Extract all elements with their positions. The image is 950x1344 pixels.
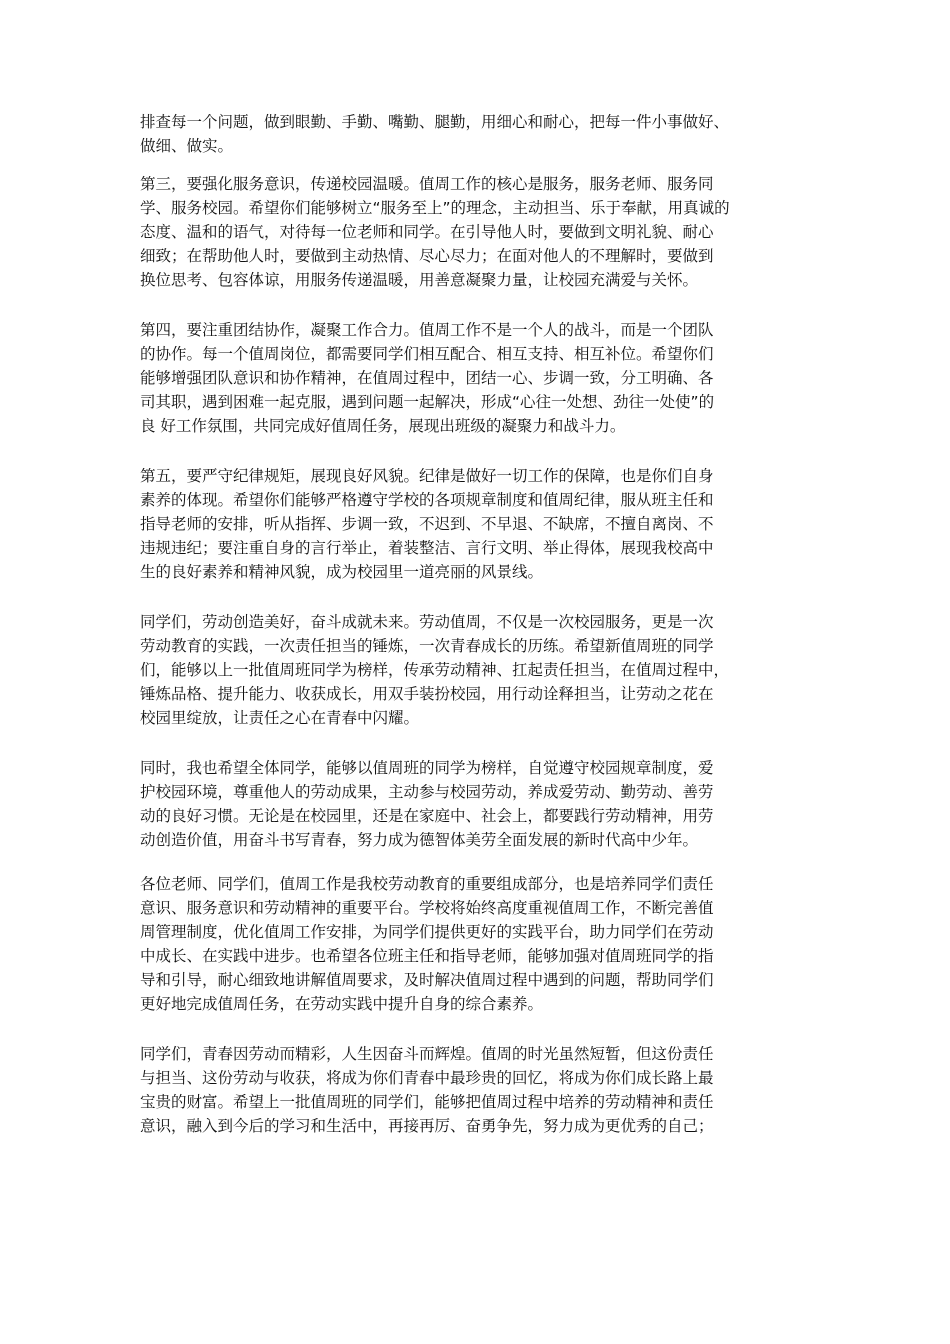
paragraph-6: 同时，我也希望全体同学，能够以值周班的同学为榜样，自觉遵守校园规章制度，爱 护校园环境，尊重他人的劳动成果，主动参与校园劳动，养成爱劳动、勤劳动、善劳 动的良好习惯。无论是在校园里，还是在家庭中、社会上，都要践行劳动精神，用劳 动创造价值，用奋斗书写青春，努力成为德智体美劳全面发展的新时代高中少年。 (140, 759, 714, 849)
paragraph-2: 第三，要强化服务意识，传递校园温暖。值周工作的核心是服务，服务老师、服务同 学、服务校园。希望你们能够树立“服务至上”的理念，主动担当、乐于奉献，用真诚的 态度、温和的语气，对待每一位老师和同学。在引导他人时，要做到文明礼貌、耐心 细致；在帮助他人时，要做到主动热情、尽心尽力；在面对他人的不理解时，要做到 换位思考、包容体谅，用服务传递温暖，用善意凝聚力量，让校园充满爱与关怀。 (140, 175, 730, 289)
document-page (140, 110, 820, 1138)
paragraph-5: 同学们，劳动创造美好，奋斗成就未来。劳动值周，不仅是一次校园服务，更是一次 劳动教育的实践，一次责任担当的锤炼，一次青春成长的历练。希望新值周班的同学 们，能够以上一批值周班同学为榜样，传承劳动精神、扛起责任担当，在值周过程中， 锤炼品格、提升能力、收获成长，用双手装扮校园，用行动诠释担当，让劳动之花在 校园里绽放，让责任之心在青春中闪耀。 (140, 613, 730, 727)
paragraph-8: 同学们，青春因劳动而精彩，人生因奋斗而辉煌。值周的时光虽然短暂，但这份责任 与担当、这份劳动与收获，将成为你们青春中最珍贵的回忆，将成为你们成长路上最 宝贵的财富。希望上一批值周班的同学们，能够把值周过程中培养的劳动精神和责任 意识，融入到今后的学习和生活中，再接再厉、奋勇争先，努力成为更优秀的自己； (140, 1045, 714, 1135)
paragraph-4: 第五，要严守纪律规矩，展现良好风貌。纪律是做好一切工作的保障，也是你们自身 素养的体现。希望你们能够严格遵守学校的各项规章制度和值周纪律，服从班主任和 指导老师的安排，听从指挥、步调一致，不迟到、不早退、不缺席，不擅自离岗、不 违规违纪；要注重自身的言行举止，着装整洁、言行文明、举止得体，展现我校高中 生的良好素养和精神风貌，成为校园里一道亮丽的风景线。 (140, 467, 714, 581)
paragraph-3: 第四，要注重团结协作，凝聚工作合力。值周工作不是一个人的战斗，而是一个团队 的协作。每一个值周岗位，都需要同学们相互配合、相互支持、相互补位。希望你们 能够增强团队意识和协作精神，在值周过程中，团结一心、步调一致，分工明确、各 司其职，遇到困难一起克服，遇到问题一起解决，形成“心往一处想、劲往一处使”的 良 好工作氛围，共同完成好值周任务，展现出班级的凝聚力和战斗力。 (140, 321, 715, 435)
paragraph-7: 各位老师、同学们，值周工作是我校劳动教育的重要组成部分，也是培养同学们责任 意识、服务意识和劳动精神的重要平台。学校将始终高度重视值周工作，不断完善值 周管理制度，优化值周工作安排，为同学们提供更好的实践平台，助力同学们在劳动 中成长、在实践中进步。也希望各位班主任和指导老师，能够加强对值周班同学的指 导和引导，耐心细致地讲解值周要求，及时解决值周过程中遇到的问题，帮助同学们 更好地完成值周任务，在劳动实践中提升自身的综合素养。 (140, 875, 714, 1013)
paragraph-1: 排查每一个问题，做到眼勤、手勤、嘴勤、腿勤，用细心和耐心，把每一件小事做好、 做细、做实。 (140, 113, 730, 155)
